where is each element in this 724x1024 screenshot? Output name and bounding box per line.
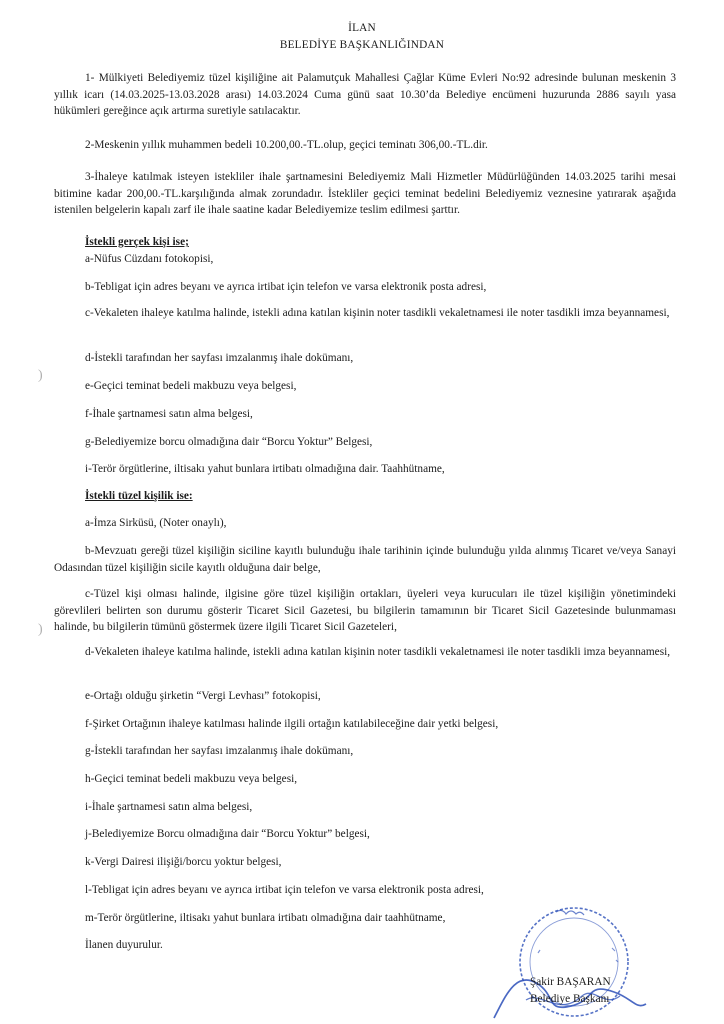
list-item: b-Mevzuatı gereği tüzel kişiliğin siciline kayıtlı bulunduğu ihale tarihinin içinde bulunduğu yılda alınmış Ticaret ve/veya Sanayi Odasından tüzel kişiliğin sicile kayıtlı olduğuna dair belge, bbox=[54, 545, 676, 574]
list-item: a-İmza Sirküsü, (Noter onaylı), bbox=[85, 517, 227, 529]
document-header bbox=[0, 20, 724, 54]
closing-text: İlanen duyurulur. bbox=[85, 939, 163, 951]
list-item: e-Geçici teminat bedeli makbuzu veya belgesi, bbox=[85, 380, 297, 392]
signatory-title: Belediye Başkanı bbox=[530, 993, 610, 1005]
list-item: b-Tebligat için adres beyanı ve ayrıca irtibat için telefon ve varsa elektronik posta adresi, bbox=[85, 281, 487, 293]
list-item: g-Belediyemize borcu olmadığına dair “Borcu Yoktur” Belgesi, bbox=[85, 436, 373, 448]
paragraph-1: 1- Mülkiyeti Belediyemiz tüzel kişiliğine ait Palamutçuk Mahallesi Çağlar Küme Evleri No:92 adresinde bulunan meskenin 3 yıllık icarı (14.03.2025-13.03.2028 arası) 14.03.2024 Cuma günü saat 10.30’da Belediye encümeni huzurunda 2886 sayılı yasa hükümleri gereğince açık artırma suretiyle satılacaktır. bbox=[54, 72, 676, 117]
list-item: i-Terör örgütlerine, iltisakı yahut bunlara irtibatı olmadığına dair. Taahhütname, bbox=[85, 463, 445, 475]
list-item: k-Vergi Dairesi ilişiği/borcu yoktur belgesi, bbox=[85, 856, 282, 868]
notice-subtitle: BELEDİYE BAŞKANLIĞINDAN bbox=[279, 39, 445, 51]
list-item: a-Nüfus Cüzdanı fotokopisi, bbox=[85, 253, 214, 265]
scan-mark: ) bbox=[38, 368, 43, 383]
list-item: l-Tebligat için adres beyanı ve ayrıca irtibat için telefon ve varsa elektronik posta adresi, bbox=[85, 884, 484, 896]
list-item: c-Vekaleten ihaleye katılma halinde, istekli adına katılan kişinin noter tasdikli vekaletnamesi ile noter tasdikli imza beyannamesi, bbox=[85, 307, 670, 319]
real-person-section-title: İstekli gerçek kişi ise; bbox=[85, 236, 189, 248]
scan-mark: ) bbox=[38, 622, 43, 637]
list-item: i-İhale şartnamesi satın alma belgesi, bbox=[85, 801, 253, 813]
list-item: h-Geçici teminat bedeli makbuzu veya belgesi, bbox=[85, 773, 298, 785]
paragraph-2: 2-Meskenin yıllık muhammen bedeli 10.200,00.-TL.olup, geçici teminatı 306,00.-TL.dir. bbox=[85, 139, 488, 151]
legal-entity-section-title: İstekli tüzel kişilik ise: bbox=[85, 490, 193, 502]
signatory-name: Şakir BAŞARAN bbox=[530, 976, 611, 988]
list-item: d-Vekaleten ihaleye katılma halinde, istekli adına katılan kişinin noter tasdikli vekaletnamesi ile noter tasdikli imza beyannamesi, bbox=[85, 646, 671, 658]
signature-block bbox=[486, 900, 656, 1024]
list-item: j-Belediyemize Borcu olmadığına dair “Borcu Yoktur” belgesi, bbox=[85, 828, 370, 840]
list-item: d-İstekli tarafından her sayfası imzalanmış ihale dokümanı, bbox=[85, 352, 354, 364]
paragraph-3: 3-İhaleye katılmak isteyen istekliler ihale şartnamesini Belediyemiz Mali Hizmetler Müdürlüğünden 14.03.2025 tarihi mesai bitimine kadar 200,00.-TL.karşılığında almak zorundadır. İstekliler geçici teminat bedelini Belediyemiz veznesine yatırarak aşağıda istenilen belgelerin kapalı zarf ile ihale saatine kadar Belediyemize teslim edilmesi şarttır. bbox=[54, 171, 676, 216]
notice-title: İLAN bbox=[348, 22, 376, 34]
list-item: m-Terör örgütlerine, iltisakı yahut bunlara irtibatı olmadığına dair taahhütname, bbox=[85, 912, 446, 924]
list-item: c-Tüzel kişi olması halinde, ilgisine göre tüzel kişiliğin ortakları, üyeleri veya kurucuları ile tüzel kişiliğin yönetimindeki görevlileri belirten son durumu gösterir Ticaret Sicil Gazetesi, bu bilgilerin tamamının bir Ticaret Sicil Gazetesinde bulunmaması halinde, bu bilgilerin tümünü göstermek üzere ilgili Ticaret Sicil Gazeteleri, bbox=[54, 588, 676, 633]
list-item: e-Ortağı olduğu şirketin “Vergi Levhası” fotokopisi, bbox=[85, 690, 321, 702]
list-item: f-Şirket Ortağının ihaleye katılması halinde ilgili ortağın katılabileceğine dair yetki belgesi, bbox=[85, 718, 499, 730]
list-item: f-İhale şartnamesi satın alma belgesi, bbox=[85, 408, 253, 420]
list-item: g-İstekli tarafından her sayfası imzalanmış ihale dokümanı, bbox=[85, 745, 354, 757]
